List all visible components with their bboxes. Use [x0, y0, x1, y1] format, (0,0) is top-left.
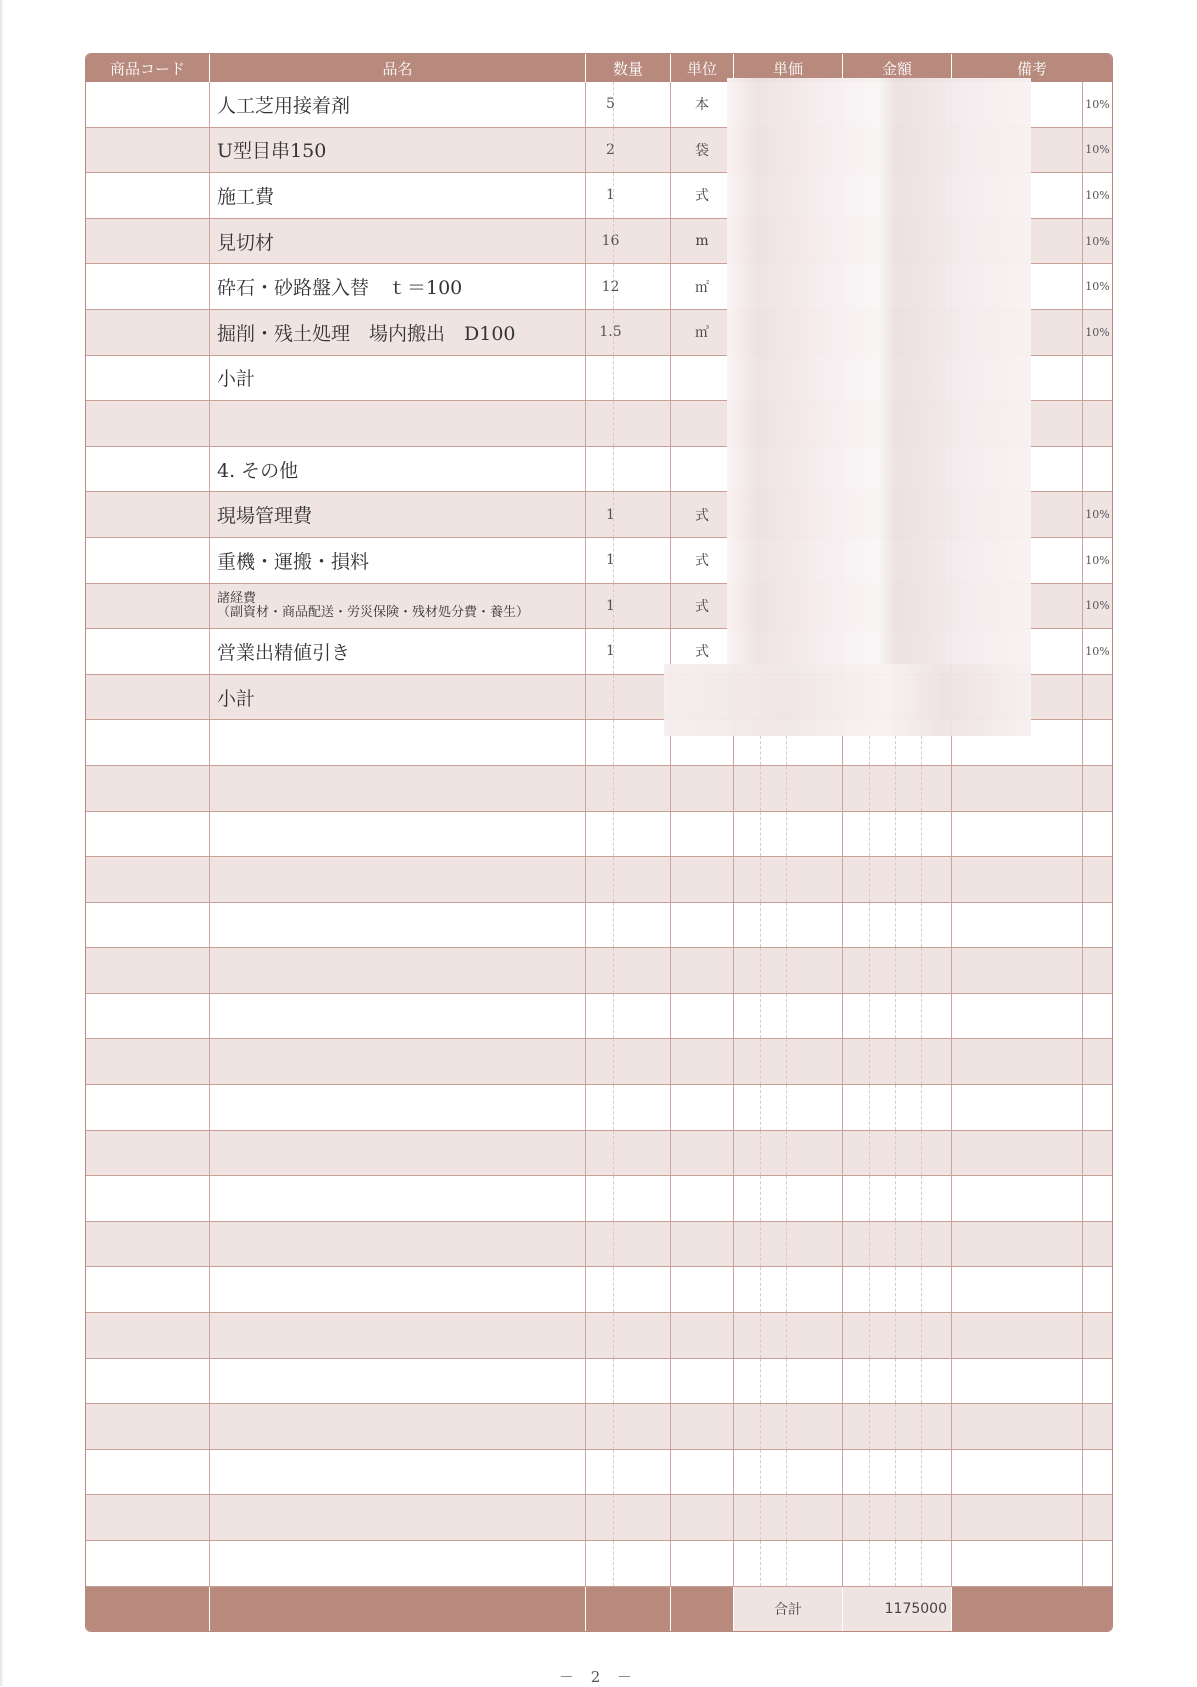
item-code-cell [86, 994, 210, 1040]
tax-rate-cell: 10% [1083, 538, 1112, 584]
amount-cell [843, 1495, 952, 1541]
table-row [86, 948, 1112, 994]
remarks-cell [952, 1450, 1083, 1496]
total-label: 合計 [734, 1587, 843, 1631]
col-header-remarks: 備考 [952, 54, 1112, 82]
quantity-cell [586, 1085, 671, 1131]
amount-cell [843, 948, 952, 994]
tax-rate-cell [1083, 447, 1112, 493]
table-row [86, 903, 1112, 949]
tax-rate-cell [1083, 1039, 1112, 1085]
unit-cell [671, 857, 734, 903]
remarks-cell [952, 994, 1083, 1040]
item-code-cell [86, 720, 210, 766]
item-code-cell [86, 356, 210, 402]
table-row [86, 1541, 1112, 1587]
item-name-cell: 小計 [210, 356, 586, 402]
item-code-cell [86, 1039, 210, 1085]
table-row [86, 857, 1112, 903]
unit-price-cell [734, 1267, 843, 1313]
item-name-cell [210, 1222, 586, 1268]
quantity-cell [586, 857, 671, 903]
guide-line [921, 994, 922, 1039]
unit-price-cell [734, 1039, 843, 1085]
unit-cell [671, 447, 734, 493]
table-row [86, 1039, 1112, 1085]
unit-cell: 式 [671, 584, 734, 630]
table-row [86, 1404, 1112, 1450]
redaction-block [664, 664, 1031, 736]
item-name-cell [210, 720, 586, 766]
quantity-cell [586, 766, 671, 812]
tax-rate-cell [1083, 1541, 1112, 1587]
unit-cell: 本 [671, 82, 734, 128]
quantity-cell [586, 1359, 671, 1405]
guide-line [921, 1085, 922, 1130]
unit-price-cell [734, 1541, 843, 1587]
quantity-cell [586, 173, 671, 219]
unit-cell [671, 1313, 734, 1359]
quantity-cell [586, 720, 671, 766]
remarks-cell [952, 1541, 1083, 1587]
remarks-cell [952, 1267, 1083, 1313]
unit-price-cell [734, 994, 843, 1040]
unit-price-cell [734, 948, 843, 994]
unit-cell: 式 [671, 492, 734, 538]
item-name: 諸経費 [217, 590, 257, 606]
quantity-value: 1 [606, 643, 615, 660]
guide-line [921, 1131, 922, 1176]
tax-rate-cell: 10% [1083, 492, 1112, 538]
unit-cell: 式 [671, 538, 734, 584]
tax-rate-cell [1083, 1176, 1112, 1222]
remarks-cell [952, 766, 1083, 812]
table-row [86, 1450, 1112, 1496]
item-code-cell [86, 1450, 210, 1496]
table-row [86, 812, 1112, 858]
tax-rate-cell [1083, 1131, 1112, 1177]
item-code-cell [86, 492, 210, 538]
unit-cell [671, 1039, 734, 1085]
remarks-cell [952, 1222, 1083, 1268]
tax-rate-cell [1083, 857, 1112, 903]
item-name-cell [210, 766, 586, 812]
item-code-cell [86, 82, 210, 128]
remarks-cell [952, 1404, 1083, 1450]
unit-cell [671, 766, 734, 812]
item-code-cell [86, 584, 210, 630]
item-code-cell [86, 1131, 210, 1177]
quantity-cell [586, 1450, 671, 1496]
unit-cell: ㎥ [671, 310, 734, 356]
quantity-cell [586, 629, 671, 675]
item-name-cell [210, 1359, 586, 1405]
item-name-cell: 施工費 [210, 173, 586, 219]
page-number: － 2 － [558, 1668, 639, 1686]
col-header-unit-price: 単価 [734, 54, 843, 82]
guide-line [921, 1404, 922, 1449]
unit-price-cell [734, 1085, 843, 1131]
quantity-cell [586, 903, 671, 949]
quantity-value: 12 [601, 278, 620, 295]
table-row [86, 1176, 1112, 1222]
quantity-value: 1 [606, 552, 615, 569]
col-header-amount: 金額 [843, 54, 952, 82]
item-code-cell [86, 857, 210, 903]
quantity-cell [586, 492, 671, 538]
item-name-cell: 重機・運搬・損料 [210, 538, 586, 584]
item-name-cell [210, 1039, 586, 1085]
table-row [86, 1267, 1112, 1313]
remarks-cell [952, 903, 1083, 949]
item-code-cell [86, 1359, 210, 1405]
unit-cell [671, 948, 734, 994]
item-code-cell [86, 812, 210, 858]
item-name-cell: 小計 [210, 675, 586, 721]
unit-cell [671, 1267, 734, 1313]
tax-rate-cell [1083, 1267, 1112, 1313]
item-code-cell [86, 264, 210, 310]
col-header-name: 品名 [210, 54, 586, 82]
quantity-value: 2 [606, 141, 615, 158]
tax-rate-cell [1083, 1359, 1112, 1405]
item-name-cell [210, 994, 586, 1040]
footer-cell [671, 1587, 734, 1631]
item-name-cell: 現場管理費 [210, 492, 586, 538]
item-code-cell [86, 1541, 210, 1587]
item-name-cell [210, 1450, 586, 1496]
item-name-cell [210, 1495, 586, 1541]
quantity-cell [586, 1541, 671, 1587]
tax-rate-cell [1083, 1404, 1112, 1450]
quantity-cell [586, 264, 671, 310]
item-name-cell [210, 1131, 586, 1177]
tax-rate-cell: 10% [1083, 310, 1112, 356]
unit-cell [671, 1131, 734, 1177]
item-name-cell [210, 1541, 586, 1587]
amount-cell [843, 1313, 952, 1359]
item-code-cell [86, 401, 210, 447]
tax-rate-cell: 10% [1083, 629, 1112, 675]
item-code-cell [86, 903, 210, 949]
tax-rate-cell [1083, 812, 1112, 858]
remarks-cell [952, 1359, 1083, 1405]
item-code-cell [86, 1495, 210, 1541]
table-footer [86, 1587, 1112, 1631]
unit-cell [671, 1495, 734, 1541]
tax-rate-cell [1083, 720, 1112, 766]
table-row [86, 1222, 1112, 1268]
guide-line [921, 1176, 922, 1221]
col-header-unit: 単位 [671, 54, 734, 82]
amount-cell [843, 857, 952, 903]
item-name-cell [210, 812, 586, 858]
table-row [86, 1359, 1112, 1405]
unit-price-cell [734, 1404, 843, 1450]
quantity-cell [586, 447, 671, 493]
item-name-cell: 4. その他 [210, 447, 586, 493]
unit-cell [671, 1359, 734, 1405]
quantity-value: 16 [601, 233, 620, 250]
guide-line [921, 812, 922, 857]
quantity-cell [586, 584, 671, 630]
quantity-cell [586, 310, 671, 356]
unit-price-cell [734, 1359, 843, 1405]
item-code-cell [86, 538, 210, 584]
unit-price-cell [734, 812, 843, 858]
quantity-value: 1 [606, 597, 615, 614]
tax-rate-cell [1083, 356, 1112, 402]
amount-cell [843, 1359, 952, 1405]
item-code-cell [86, 629, 210, 675]
quantity-cell [586, 538, 671, 584]
unit-cell [671, 1541, 734, 1587]
tax-rate-cell: 10% [1083, 173, 1112, 219]
table-row [86, 994, 1112, 1040]
item-code-cell [86, 1222, 210, 1268]
item-code-cell [86, 173, 210, 219]
amount-cell [843, 1039, 952, 1085]
amount-cell [843, 994, 952, 1040]
table-row [86, 766, 1112, 812]
guide-line [921, 1267, 922, 1312]
amount-cell [843, 1131, 952, 1177]
total-amount: 1175000 [843, 1587, 952, 1631]
unit-price-cell [734, 857, 843, 903]
tax-rate-cell [1083, 1495, 1112, 1541]
amount-cell [843, 766, 952, 812]
item-code-cell [86, 447, 210, 493]
tax-rate-cell [1083, 1085, 1112, 1131]
quantity-cell [586, 675, 671, 721]
tax-rate-cell [1083, 948, 1112, 994]
remarks-cell [952, 1495, 1083, 1541]
remarks-cell [952, 1176, 1083, 1222]
quantity-cell [586, 1176, 671, 1222]
unit-cell [671, 1404, 734, 1450]
quantity-cell [586, 219, 671, 265]
remarks-cell [952, 857, 1083, 903]
guide-line [921, 948, 922, 993]
unit-price-cell [734, 1176, 843, 1222]
amount-cell [843, 1450, 952, 1496]
item-code-cell [86, 1267, 210, 1313]
table-row [86, 1085, 1112, 1131]
item-name-cell: U型目串150 [210, 128, 586, 174]
guide-line [921, 1222, 922, 1267]
item-code-cell [86, 766, 210, 812]
unit-cell [671, 1450, 734, 1496]
footer-cell [586, 1587, 671, 1631]
guide-line [921, 1450, 922, 1495]
table-row [86, 1313, 1112, 1359]
quantity-value: 5 [606, 96, 615, 113]
redaction-block [727, 78, 1031, 664]
tax-rate-cell: 10% [1083, 128, 1112, 174]
item-name-cell [210, 584, 586, 630]
item-name-cell [210, 1176, 586, 1222]
quantity-cell [586, 1495, 671, 1541]
item-name-cell [210, 1313, 586, 1359]
quantity-cell [586, 1222, 671, 1268]
quantity-value: 1.5 [599, 324, 622, 341]
table-row [86, 1131, 1112, 1177]
guide-line [921, 1495, 922, 1540]
item-name-detail: （副資材・商品配送・労災保険・残材処分費・養生） [217, 604, 530, 620]
unit-cell: ㎡ [671, 264, 734, 310]
quantity-cell [586, 994, 671, 1040]
guide-line [921, 1313, 922, 1358]
item-name-cell: 掘削・残土処理 場内搬出 D100 [210, 310, 586, 356]
unit-price-cell [734, 1313, 843, 1359]
item-name-cell [210, 1267, 586, 1313]
unit-price-cell [734, 903, 843, 949]
item-name-cell [210, 948, 586, 994]
item-name-cell [210, 1404, 586, 1450]
col-header-code: 商品コード [86, 54, 210, 82]
unit-price-cell [734, 1495, 843, 1541]
remarks-cell [952, 948, 1083, 994]
tax-rate-cell [1083, 675, 1112, 721]
quantity-cell [586, 1039, 671, 1085]
item-code-cell [86, 948, 210, 994]
remarks-cell [952, 812, 1083, 858]
unit-price-cell [734, 1450, 843, 1496]
item-name-cell [210, 1085, 586, 1131]
amount-cell [843, 812, 952, 858]
unit-cell [671, 1222, 734, 1268]
quantity-cell [586, 948, 671, 994]
item-code-cell [86, 1404, 210, 1450]
tax-rate-cell: 10% [1083, 82, 1112, 128]
quantity-cell [586, 1131, 671, 1177]
item-name-cell: 人工芝用接着剤 [210, 82, 586, 128]
footer-cell [952, 1587, 1112, 1631]
table-row [86, 1495, 1112, 1541]
guide-line [921, 1359, 922, 1404]
quantity-cell [586, 812, 671, 858]
item-code-cell [86, 1085, 210, 1131]
tax-rate-cell [1083, 903, 1112, 949]
tax-rate-cell [1083, 401, 1112, 447]
quantity-value: 1 [606, 187, 615, 204]
remarks-cell [952, 1039, 1083, 1085]
item-name-cell [210, 903, 586, 949]
unit-price-cell [734, 766, 843, 812]
amount-cell [843, 1085, 952, 1131]
quantity-value: 1 [606, 506, 615, 523]
unit-cell [671, 994, 734, 1040]
tax-rate-cell [1083, 1222, 1112, 1268]
quantity-cell [586, 1404, 671, 1450]
unit-cell [671, 356, 734, 402]
quantity-cell [586, 1267, 671, 1313]
unit-cell: 式 [671, 173, 734, 219]
guide-line [921, 903, 922, 948]
remarks-cell [952, 1313, 1083, 1359]
amount-cell [843, 1176, 952, 1222]
tax-rate-cell: 10% [1083, 219, 1112, 265]
amount-cell [843, 1267, 952, 1313]
amount-cell [843, 1541, 952, 1587]
item-name-cell: 砕石・砂路盤入替 ｔ＝100 [210, 264, 586, 310]
footer-cell [210, 1587, 586, 1631]
unit-cell [671, 1176, 734, 1222]
page-edge [0, 0, 4, 1686]
unit-cell [671, 1085, 734, 1131]
tax-rate-cell [1083, 766, 1112, 812]
remarks-cell [952, 1085, 1083, 1131]
item-code-cell [86, 1176, 210, 1222]
unit-cell [671, 903, 734, 949]
item-code-cell [86, 128, 210, 174]
footer-cell [86, 1587, 210, 1631]
quantity-cell [586, 356, 671, 402]
amount-cell [843, 1404, 952, 1450]
unit-cell: 袋 [671, 128, 734, 174]
unit-cell [671, 401, 734, 447]
item-code-cell [86, 219, 210, 265]
quantity-cell [586, 82, 671, 128]
unit-cell: m [671, 219, 734, 265]
tax-rate-cell [1083, 994, 1112, 1040]
item-code-cell [86, 675, 210, 721]
tax-rate-cell: 10% [1083, 264, 1112, 310]
item-code-cell [86, 310, 210, 356]
item-code-cell [86, 1313, 210, 1359]
amount-cell [843, 1222, 952, 1268]
guide-line [921, 766, 922, 811]
unit-cell: 式 [671, 629, 734, 675]
unit-price-cell [734, 1131, 843, 1177]
item-name-cell: 営業出精値引き [210, 629, 586, 675]
tax-rate-cell: 10% [1083, 584, 1112, 630]
item-name-cell: 見切材 [210, 219, 586, 265]
guide-line [921, 1541, 922, 1586]
item-name-cell [210, 401, 586, 447]
guide-line [921, 857, 922, 902]
tax-rate-cell [1083, 1313, 1112, 1359]
unit-price-cell [734, 1222, 843, 1268]
quantity-cell [586, 401, 671, 447]
quantity-cell [586, 1313, 671, 1359]
guide-line [921, 1039, 922, 1084]
remarks-cell [952, 1131, 1083, 1177]
col-header-qty: 数量 [586, 54, 671, 82]
unit-cell [671, 812, 734, 858]
tax-rate-cell [1083, 1450, 1112, 1496]
amount-cell [843, 903, 952, 949]
item-name-cell [210, 857, 586, 903]
quantity-cell [586, 128, 671, 174]
